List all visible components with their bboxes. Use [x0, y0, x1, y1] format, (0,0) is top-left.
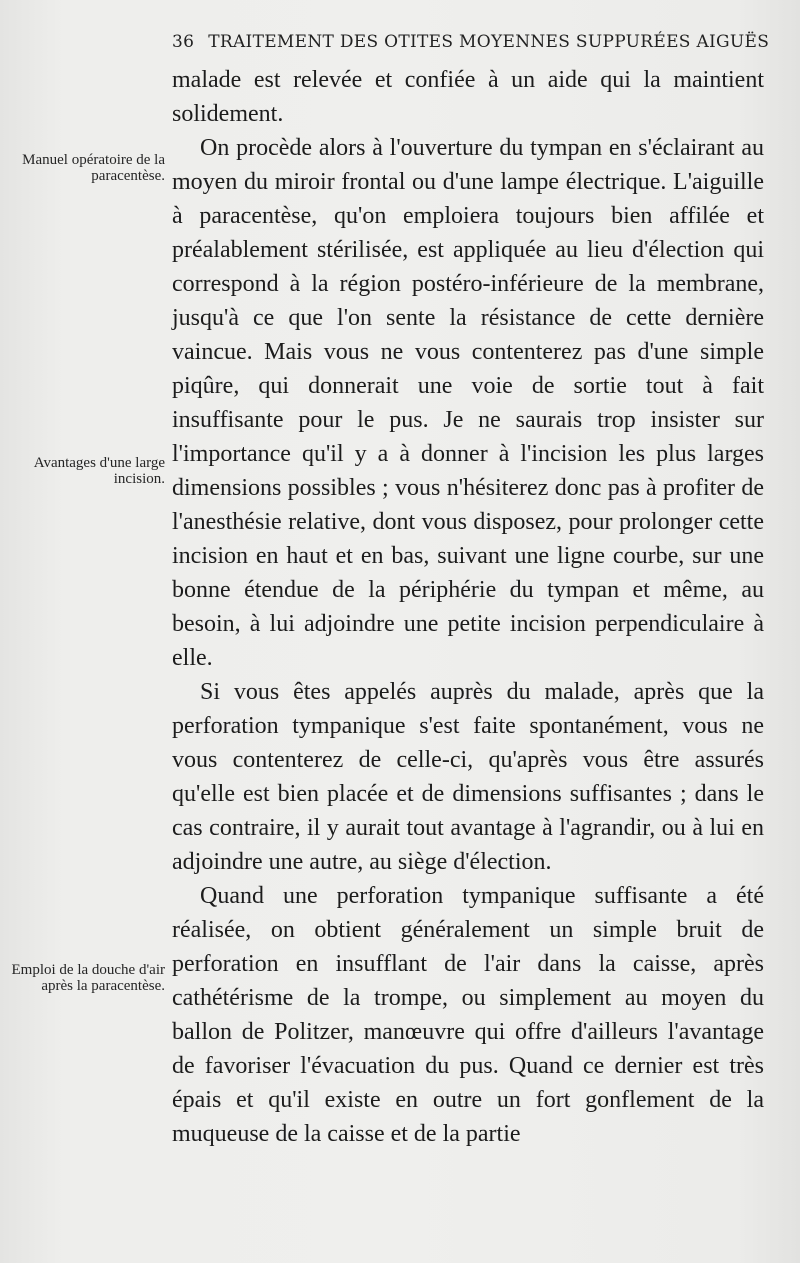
margin-note-manuel-operatoire: Manuel opératoire de la paracentèse.	[22, 152, 165, 184]
running-title: TRAITEMENT DES OTITES MOYENNES SUPPURÉES AIGUËS	[208, 32, 770, 52]
body-text	[172, 63, 764, 1151]
paragraph-perforation-spontanee: Si vous êtes appelés auprès du malade, après que la perforation tympanique s'est faite spontanément, vous ne vous contenterez de celle-ci, qu'après vous être assurés qu'elle est bien placée et de dimensions suffisantes ; dans le cas contraire, il y aurait tout avantage à l'agrandir, ou à lui en adjoindre une autre, au siège d'élection.	[172, 679, 764, 875]
running-header	[172, 32, 770, 52]
paragraph-douche-air: Quand une perforation tympanique suffisante a été réalisée, on obtient généralement un simple bruit de perforation en insufflant de l'air dans la caisse, après cathétérisme de la trompe, ou simplement au moyen du ballon de Politzer, manœuvre qui offre d'ailleurs l'avantage de favoriser l'évacuation du pus. Quand ce dernier est très épais et qu'il existe en outre un fort gonflement de la muqueuse de la caisse et de la partie	[172, 883, 764, 1147]
page-number: 36	[172, 32, 195, 52]
margin-note-douche-air: Emploi de la douche d'air après la paracentèse.	[11, 962, 165, 994]
margin-note-avantages-incision: Avantages d'une large incision.	[33, 455, 165, 487]
paragraph-paracentese: On procède alors à l'ouverture du tympan en s'éclairant au moyen du miroir frontal ou d'une lampe électrique. L'aiguille à paracentèse, qu'on emploiera toujours bien affilée et préalablement stérilisée, est appliquée au lieu d'élection qui correspond à la région postéro-inférieure de la membrane, jusqu'à ce que l'on sente la résistance de cette dernière vaincue. Mais vous ne vous contenterez pas d'une simple piqûre, qui donnerait une voie de sortie tout à fait insuffisante pour le pus. Je ne saurais trop insister sur l'importance qu'il y a à donner à l'incision les plus larges dimensions possibles ; vous n'hésiterez donc pas à profiter de l'anesthésie relative, dont vous disposez, pour prolonger cette incision en haut et en bas, suivant une ligne courbe, sur une bonne étendue de la périphérie du tympan et même, au besoin, à lui adjoindre une petite incision perpendiculaire à elle.	[172, 135, 764, 671]
paragraph-continuation: malade est relevée et confiée à un aide qui la maintient solidement.	[172, 67, 764, 127]
